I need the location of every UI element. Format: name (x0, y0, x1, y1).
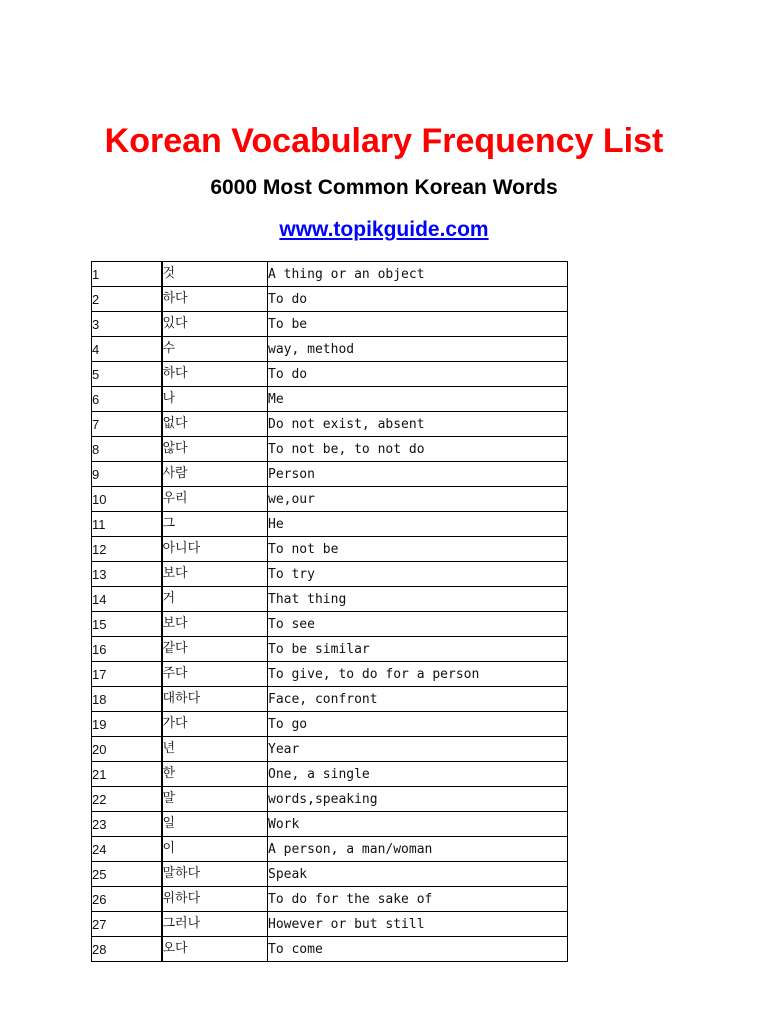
meaning-cell: One, a single (268, 762, 568, 787)
rank-cell: 12 (92, 537, 162, 562)
rank-cell: 25 (92, 862, 162, 887)
rank-cell: 5 (92, 362, 162, 387)
korean-word-cell: 있다 (162, 312, 268, 337)
korean-word-cell: 위하다 (162, 887, 268, 912)
vocabulary-table (91, 261, 568, 962)
korean-word-cell: 대하다 (162, 687, 268, 712)
meaning-cell: Person (268, 462, 568, 487)
table-row (92, 812, 568, 837)
meaning-cell: we,our (268, 487, 568, 512)
meaning-cell: To do (268, 362, 568, 387)
korean-word-cell: 이 (162, 837, 268, 862)
korean-word-cell: 말하다 (162, 862, 268, 887)
korean-word-cell: 것 (162, 262, 268, 287)
korean-word-cell: 사람 (162, 462, 268, 487)
korean-word-cell: 오다 (162, 937, 268, 962)
table-row (92, 612, 568, 637)
korean-word-cell: 말 (162, 787, 268, 812)
rank-cell: 16 (92, 637, 162, 662)
meaning-cell: To not be (268, 537, 568, 562)
meaning-cell: He (268, 512, 568, 537)
rank-cell: 24 (92, 837, 162, 862)
table-row (92, 387, 568, 412)
meaning-cell: To give, to do for a person (268, 662, 568, 687)
korean-word-cell: 없다 (162, 412, 268, 437)
meaning-cell: Work (268, 812, 568, 837)
korean-word-cell: 아니다 (162, 537, 268, 562)
page-title: Korean Vocabulary Frequency List (104, 122, 664, 160)
korean-word-cell: 주다 (162, 662, 268, 687)
vocabulary-table-body (92, 262, 568, 962)
korean-word-cell: 않다 (162, 437, 268, 462)
website-link[interactable]: www.topikguide.com (279, 218, 489, 241)
table-row (92, 537, 568, 562)
meaning-cell: To do for the sake of (268, 887, 568, 912)
korean-word-cell: 그러나 (162, 912, 268, 937)
table-row (92, 262, 568, 287)
rank-cell: 19 (92, 712, 162, 737)
korean-word-cell: 한 (162, 762, 268, 787)
meaning-cell: A thing or an object (268, 262, 568, 287)
korean-word-cell: 년 (162, 737, 268, 762)
korean-word-cell: 하다 (162, 362, 268, 387)
rank-cell: 15 (92, 612, 162, 637)
rank-cell: 13 (92, 562, 162, 587)
page-subtitle: 6000 Most Common Korean Words (210, 176, 558, 199)
table-row (92, 937, 568, 962)
rank-cell: 26 (92, 887, 162, 912)
meaning-cell: To go (268, 712, 568, 737)
rank-cell: 18 (92, 687, 162, 712)
rank-cell: 2 (92, 287, 162, 312)
korean-word-cell: 거 (162, 587, 268, 612)
meaning-cell: To do (268, 287, 568, 312)
korean-word-cell: 하다 (162, 287, 268, 312)
table-row (92, 912, 568, 937)
rank-cell: 27 (92, 912, 162, 937)
meaning-cell: way, method (268, 337, 568, 362)
table-row (92, 712, 568, 737)
meaning-cell: To try (268, 562, 568, 587)
table-row (92, 487, 568, 512)
korean-word-cell: 나 (162, 387, 268, 412)
korean-word-cell: 그 (162, 512, 268, 537)
rank-cell: 8 (92, 437, 162, 462)
korean-word-cell: 수 (162, 337, 268, 362)
korean-word-cell: 가다 (162, 712, 268, 737)
meaning-cell: To be similar (268, 637, 568, 662)
korean-word-cell: 우리 (162, 487, 268, 512)
rank-cell: 14 (92, 587, 162, 612)
rank-cell: 28 (92, 937, 162, 962)
meaning-cell: However or but still (268, 912, 568, 937)
rank-cell: 3 (92, 312, 162, 337)
website-link-container (0, 216, 768, 244)
table-row (92, 662, 568, 687)
table-row (92, 762, 568, 787)
table-row (92, 587, 568, 612)
rank-cell: 1 (92, 262, 162, 287)
korean-word-cell: 같다 (162, 637, 268, 662)
table-row (92, 737, 568, 762)
meaning-cell: words,speaking (268, 787, 568, 812)
meaning-cell: A person, a man/woman (268, 837, 568, 862)
rank-cell: 7 (92, 412, 162, 437)
table-row (92, 512, 568, 537)
rank-cell: 9 (92, 462, 162, 487)
rank-cell: 22 (92, 787, 162, 812)
meaning-cell: To not be, to not do (268, 437, 568, 462)
rank-cell: 4 (92, 337, 162, 362)
korean-word-cell: 보다 (162, 612, 268, 637)
rank-cell: 21 (92, 762, 162, 787)
korean-word-cell: 보다 (162, 562, 268, 587)
table-row (92, 287, 568, 312)
meaning-cell: Me (268, 387, 568, 412)
meaning-cell: Speak (268, 862, 568, 887)
meaning-cell: Do not exist, absent (268, 412, 568, 437)
rank-cell: 20 (92, 737, 162, 762)
meaning-cell: To see (268, 612, 568, 637)
meaning-cell: That thing (268, 587, 568, 612)
table-row (92, 562, 568, 587)
table-row (92, 687, 568, 712)
table-row (92, 787, 568, 812)
rank-cell: 11 (92, 512, 162, 537)
table-row (92, 412, 568, 437)
table-row (92, 362, 568, 387)
table-row (92, 862, 568, 887)
rank-cell: 6 (92, 387, 162, 412)
table-row (92, 437, 568, 462)
meaning-cell: To come (268, 937, 568, 962)
table-row (92, 837, 568, 862)
meaning-cell: Face, confront (268, 687, 568, 712)
table-row (92, 637, 568, 662)
table-row (92, 337, 568, 362)
meaning-cell: Year (268, 737, 568, 762)
table-row (92, 462, 568, 487)
table-row (92, 312, 568, 337)
korean-word-cell: 일 (162, 812, 268, 837)
rank-cell: 17 (92, 662, 162, 687)
rank-cell: 23 (92, 812, 162, 837)
meaning-cell: To be (268, 312, 568, 337)
table-row (92, 887, 568, 912)
rank-cell: 10 (92, 487, 162, 512)
